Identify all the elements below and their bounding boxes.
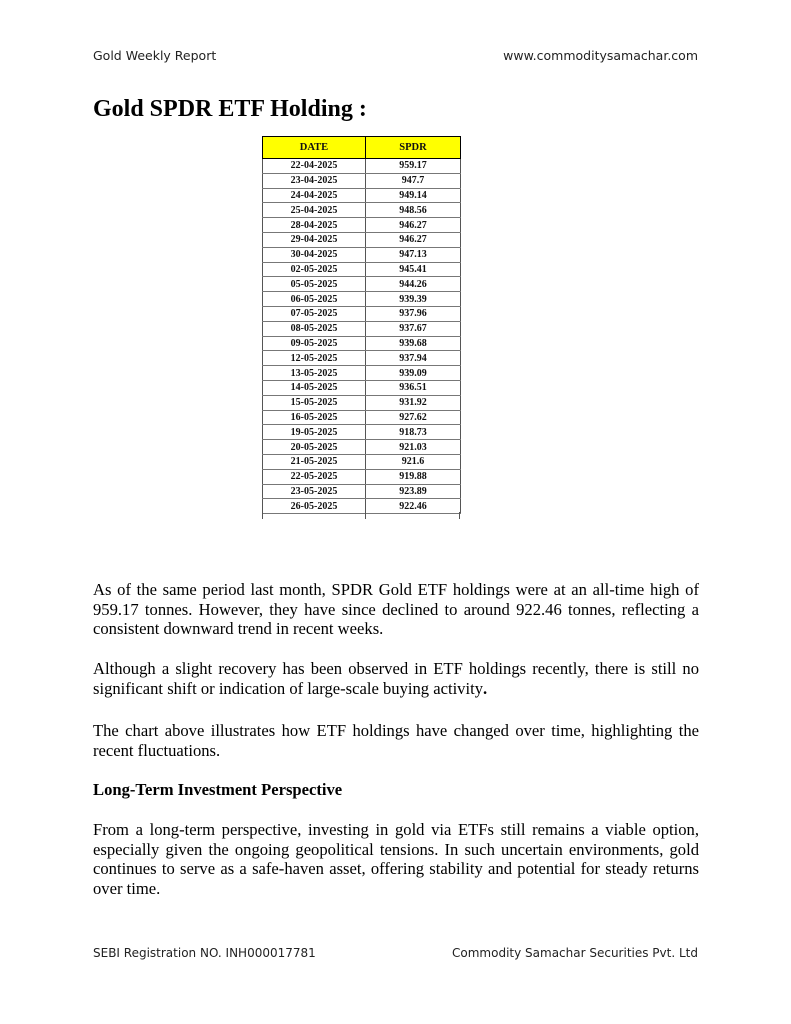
spdr-holdings-table-container	[262, 136, 460, 518]
date-cell: 14-05-2025	[263, 380, 366, 395]
spdr-value-cell: 936.51	[366, 380, 461, 395]
spdr-value-cell: 919.88	[366, 469, 461, 484]
table-row	[263, 173, 461, 188]
table-row	[263, 484, 461, 499]
table-body	[263, 159, 461, 514]
date-cell: 30-04-2025	[263, 247, 366, 262]
date-cell: 19-05-2025	[263, 425, 366, 440]
table-row	[263, 232, 461, 247]
paragraph-recovery	[93, 659, 699, 698]
spdr-value-cell: 937.94	[366, 351, 461, 366]
spdr-value-cell: 939.68	[366, 336, 461, 351]
date-cell: 29-04-2025	[263, 232, 366, 247]
table-row	[263, 292, 461, 307]
spdr-holdings-table	[262, 136, 461, 514]
column-header-spdr: SPDR	[366, 137, 461, 159]
table-row	[263, 336, 461, 351]
column-header-date: DATE	[263, 137, 366, 159]
spdr-value-cell: 931.92	[366, 395, 461, 410]
table-row	[263, 410, 461, 425]
header-website: www.commoditysamachar.com	[503, 48, 698, 63]
paragraph-long-term: From a long-term perspective, investing in gold via ETFs still remains a viable option, especially given the ongoing geopolitical tensions. In such uncertain environments, gold continues to serve as a safe-haven asset, offering stability and potential for steady returns over time.	[93, 820, 699, 898]
date-cell: 02-05-2025	[263, 262, 366, 277]
subheading-long-term: Long-Term Investment Perspective	[93, 780, 343, 799]
paragraph-holdings-decline: As of the same period last month, SPDR Gold ETF holdings were at an all-time high of 959.17 tonnes. However, they have since declined to around 922.46 tonnes, reflecting a consistent downward trend in recent weeks.	[93, 580, 699, 638]
table-row	[263, 277, 461, 292]
date-cell: 21-05-2025	[263, 454, 366, 469]
date-cell: 05-05-2025	[263, 277, 366, 292]
table-row	[263, 454, 461, 469]
date-cell: 12-05-2025	[263, 351, 366, 366]
section-title: Gold SPDR ETF Holding :	[93, 96, 367, 122]
table-row	[263, 306, 461, 321]
date-cell: 06-05-2025	[263, 292, 366, 307]
header-report-name: Gold Weekly Report	[93, 48, 217, 63]
spdr-value-cell: 949.14	[366, 188, 461, 203]
date-cell: 23-04-2025	[263, 173, 366, 188]
table-row	[263, 218, 461, 233]
table-row	[263, 366, 461, 381]
spdr-value-cell: 921.6	[366, 454, 461, 469]
date-cell: 22-04-2025	[263, 159, 366, 174]
table-cropped-edge	[262, 512, 460, 519]
date-cell: 26-05-2025	[263, 499, 366, 514]
table-header-row	[263, 137, 461, 159]
spdr-value-cell: 947.7	[366, 173, 461, 188]
table-row	[263, 159, 461, 174]
spdr-value-cell: 927.62	[366, 410, 461, 425]
paragraph-chart-note: The chart above illustrates how ETF holdings have changed over time, highlighting the recent fluctuations.	[93, 721, 699, 760]
table-row	[263, 321, 461, 336]
date-cell: 25-04-2025	[263, 203, 366, 218]
spdr-value-cell: 939.09	[366, 366, 461, 381]
table-row	[263, 469, 461, 484]
spdr-value-cell: 918.73	[366, 425, 461, 440]
date-cell: 13-05-2025	[263, 366, 366, 381]
footer-registration: SEBI Registration NO. INH000017781	[93, 946, 316, 960]
spdr-value-cell: 948.56	[366, 203, 461, 218]
spdr-value-cell: 947.13	[366, 247, 461, 262]
date-cell: 16-05-2025	[263, 410, 366, 425]
date-cell: 07-05-2025	[263, 306, 366, 321]
date-cell: 08-05-2025	[263, 321, 366, 336]
spdr-value-cell: 946.27	[366, 232, 461, 247]
table-row	[263, 425, 461, 440]
date-cell: 09-05-2025	[263, 336, 366, 351]
table-row	[263, 262, 461, 277]
table-row	[263, 440, 461, 455]
date-cell: 22-05-2025	[263, 469, 366, 484]
date-cell: 20-05-2025	[263, 440, 366, 455]
date-cell: 15-05-2025	[263, 395, 366, 410]
spdr-value-cell: 944.26	[366, 277, 461, 292]
table-row	[263, 351, 461, 366]
table-row	[263, 395, 461, 410]
spdr-value-cell: 923.89	[366, 484, 461, 499]
footer-company: Commodity Samachar Securities Pvt. Ltd	[452, 946, 698, 960]
spdr-value-cell: 937.96	[366, 306, 461, 321]
spdr-value-cell: 937.67	[366, 321, 461, 336]
spdr-value-cell: 959.17	[366, 159, 461, 174]
spdr-value-cell: 921.03	[366, 440, 461, 455]
table-row	[263, 203, 461, 218]
spdr-value-cell: 946.27	[366, 218, 461, 233]
date-cell: 23-05-2025	[263, 484, 366, 499]
date-cell: 28-04-2025	[263, 218, 366, 233]
table-row	[263, 247, 461, 262]
spdr-value-cell: 945.41	[366, 262, 461, 277]
table-row	[263, 188, 461, 203]
spdr-value-cell: 939.39	[366, 292, 461, 307]
spdr-value-cell: 922.46	[366, 499, 461, 514]
paragraph-recovery-period: .	[483, 678, 488, 698]
table-row	[263, 380, 461, 395]
paragraph-recovery-text: Although a slight recovery has been observed in ETF holdings recently, there is still no significant shift or indication of large-scale buying activity	[93, 659, 699, 698]
date-cell: 24-04-2025	[263, 188, 366, 203]
